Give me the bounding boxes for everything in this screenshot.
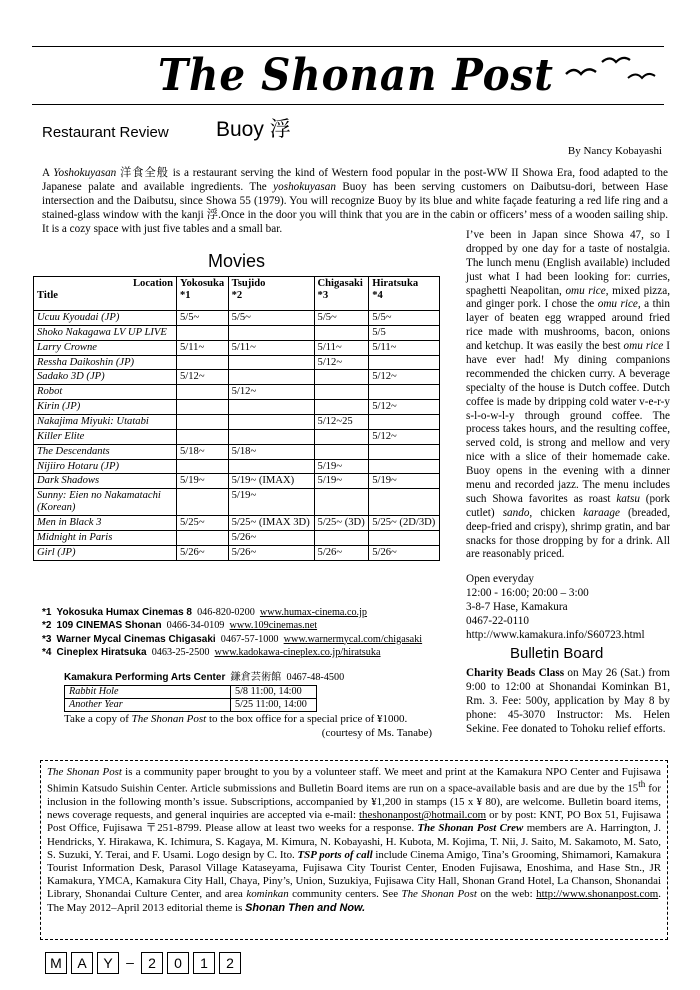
showing-date [369, 489, 440, 516]
header-column: Tsujido *2 [228, 277, 314, 311]
showing-date [369, 415, 440, 430]
review-intro: A Yoshokuyasan 洋食全般 is a restaurant serving the kind of Western food popular in the post-WW II Showa Era, food adapted to the Japanese palate and available ingredients. The yoshokuyasan Buoy has been serving customers on Daibutsu-dori, between Hase intersection and the Daibutsu, since Showa 55 (1979). You will recognize Buoy by its blue and white façade featuring a red life ring and a stained-glass window with the kanji 浮.Once in the door you will think that you are in the cabin or officers’ mess of a wooden sailing ship. It is a cozy space with just five tables and a small bar. [42, 167, 668, 236]
movie-title: Nijiiro Hotaru (JP) [34, 459, 177, 474]
showing-date: 5/18~ [228, 444, 314, 459]
showing-date [177, 400, 229, 415]
showing-date [228, 400, 314, 415]
date-char-box: Y [97, 952, 119, 974]
showing-date: 5/12~25 [314, 415, 369, 430]
showing-date: 5/5~ [314, 311, 369, 326]
restaurant-hours: Open everyday 12:00 - 16:00; 20:00 – 3:00 3-8-7 Hase, Kamakura 0467-22-0110 http://www.kamakura.info/S60723.html [466, 572, 676, 642]
cinema-link[interactable]: www.humax-cinema.co.jp [259, 607, 368, 618]
showing-date [314, 530, 369, 545]
cinema-item: *3 Warner Mycal Cinemas Chigasaki 0467-57-1000 www.warnermycal.com/chigasaki [42, 633, 423, 645]
showing-date: 5/12~ [228, 385, 314, 400]
masthead-rule [32, 104, 664, 105]
date-char-box: 1 [193, 952, 215, 974]
movie-title: Nakajima Miyuki: Utatabi [34, 415, 177, 430]
date-char-box: M [45, 952, 67, 974]
email-link[interactable]: theshonanpost@hotmail.com [359, 809, 487, 822]
header-column: Chigasaki *3 [314, 277, 369, 311]
movie-title: Girl (JP) [34, 545, 177, 560]
showing-date [369, 385, 440, 400]
showing-date: 5/12~ [177, 370, 229, 385]
showing-date: 5/5~ [228, 311, 314, 326]
movies-heading: Movies [208, 251, 266, 271]
table-row [34, 429, 440, 444]
header-column: Hiratsuka *4 [369, 277, 440, 311]
showing-date [314, 400, 369, 415]
movie-title: Sadako 3D (JP) [34, 370, 177, 385]
showing-date [177, 325, 229, 340]
showing-date [314, 444, 369, 459]
showing-date [314, 489, 369, 516]
movie-title: Sunny: Eien no Nakamatachi (Korean) [34, 489, 177, 516]
showing-date: 5/11~ [177, 340, 229, 355]
table-row [34, 340, 440, 355]
showing-date: 5/18~ [177, 444, 229, 459]
showing-date [228, 325, 314, 340]
showing-date [369, 444, 440, 459]
date-char-box: – [126, 954, 134, 970]
showing-date: 5/25~ (2D/3D) [369, 516, 440, 531]
showing-date: 5/12~ [369, 400, 440, 415]
showing-date: 5/26~ [177, 545, 229, 560]
movie-title: Killer Elite [34, 429, 177, 444]
table-row: Rabbit Hole 5/8 11:00, 14:00 [65, 686, 317, 699]
table-row [34, 489, 440, 516]
table-row [34, 415, 440, 430]
table-row [34, 400, 440, 415]
showing-date [228, 370, 314, 385]
table-row [34, 516, 440, 531]
date-char-box: 2 [141, 952, 163, 974]
showing-date [177, 489, 229, 516]
showing-date [177, 385, 229, 400]
table-row: Another Year 5/25 11:00, 14:00 [65, 698, 317, 711]
showing-date: 5/11~ [314, 340, 369, 355]
showing-date [314, 325, 369, 340]
kpac-note: Take a copy of The Shonan Post to the box office for a special price of ¥1000. [64, 713, 408, 725]
masthead-rule [32, 46, 664, 47]
showing-date [228, 415, 314, 430]
movie-title: Ressha Daikoshin (JP) [34, 355, 177, 370]
kpac-table [64, 685, 317, 712]
cinema-link[interactable]: www.109cinemas.net [229, 620, 318, 632]
date-char-box: A [71, 952, 93, 974]
showing-date: 5/19~ [177, 474, 229, 489]
showing-date [369, 530, 440, 545]
showing-date: 5/25~ (IMAX 3D) [228, 516, 314, 531]
showing-date: 5/11~ [369, 340, 440, 355]
table-row [34, 459, 440, 474]
showing-date: 5/5~ [177, 311, 229, 326]
showing-date: 5/26~ [369, 545, 440, 560]
movie-title: Kirin (JP) [34, 400, 177, 415]
cinema-item: *4 Cineplex Hiratsuka 0463-25-2500 www.kadokawa-cineplex.co.jp/hiratsuka [42, 646, 381, 658]
restaurant-name: Buoy 浮 [216, 118, 291, 141]
showing-date [314, 429, 369, 444]
table-row [34, 530, 440, 545]
showing-date [177, 429, 229, 444]
byline: By Nancy Kobayashi [567, 145, 662, 157]
masthead-title: The Shonan Post [158, 50, 554, 101]
bulletin-heading: Bulletin Board [510, 645, 604, 662]
table-row [34, 385, 440, 400]
showing-date [314, 370, 369, 385]
review-body: I’ve been in Japan since Showa 47, so I dropped by one day for a taste of nostalgia. The lunch menu (English available) included just what I had been looking for: curries, spaghetti Neapolitan, omu rice, mixed pizza, and ginger pork. I chose the omu rice, a thin layer of beaten egg wrapped around fried rice made with mushrooms, bacon, onions and ketchup. It was easily the best omu rice I have ever had! My dining companions recommended the chicken curry. A beverage specialty of the house is Dutch coffee. Dutch coffee is made by dripping cold water v-e-r-y s-l-o-w-l-y through ground coffee. The process takes hours, and the resulting coffee, served cold, is strong and mellow and very nice with a slice of their homemade cake. Buoy opens in the evening with a dinner menu and recorded jazz. The menu includes such Showa favorites as roast katsu (pork cutlet) sando, chicken karaage (breaded, deep-fried and crispy), shrimp gratin, and bar snacks for those dropping by for a drink. All are reasonably priced. [466, 229, 671, 561]
movie-title: Men in Black 3 [34, 516, 177, 531]
movies-table [33, 276, 440, 561]
seagull-icon [556, 52, 656, 92]
showing-date: 5/5~ [369, 311, 440, 326]
showing-date: 5/26~ [228, 545, 314, 560]
showing-date: 5/25~ [177, 516, 229, 531]
header-location-title: Location Title [34, 277, 177, 311]
movie-title: Ucuu Kyoudai (JP) [34, 311, 177, 326]
showing-date: 5/5 [369, 325, 440, 340]
restaurant-link[interactable]: http://www.kamakura.info/S60723.html [466, 629, 645, 641]
showing-date [369, 459, 440, 474]
showing-date [228, 429, 314, 444]
showing-date [177, 355, 229, 370]
section-label: Restaurant Review [42, 124, 169, 141]
movie-title: Dark Shadows [34, 474, 177, 489]
courtesy-note: (courtesy of Ms. Tanabe) [321, 727, 432, 739]
table-row [34, 474, 440, 489]
info-box: The Shonan Post is a community paper brought to you by a volunteer staff. We meet and print at the Kamakura NPO Center and Fujisawa Shimin Katsudo Suishin Center. Article submissions and Bulletin Board items are run on a space-available basis and are due by the 15th for inclusion in the following month’s issue. Subscriptions, accompanied by ¥1,200 in stamps (15 x ¥ 80), are welcome. Bulletin board items, news coverage requests, and general inquiries are accepted via e-mail: theshonanpost@hotmail.com or by post: KNT, PO Box 51, Fujisawa Post Office, Fujisawa 〒251-8799. Please allow at least two weeks for a response. The Shonan Post Crew members are A. Harrington, J. Hendricks, Y. Hirakawa, K. Ichimura, S. Kagaya, M. Kimura, N. Kobayashi, H. Kubota, M. Kojima, T. Nii, J. Saito, M. Sakamoto, M. Sato, S. Suzuki, Y. Terai, and F. Usami. Logo design by C. Ito. TSP ports of call include Cinema Amigo, Tina’s Grooming, Shimamori, Kamakura Tourist Information Desk, Parasol Village Kataseyama, Fujisawa City Tourist Center, Enoden Fujisawa, Enoshima, and Hase Stn., JR Kamakura, YMCA, Kamakura City Hall, Chaya, Piny’s, Union, Suzukiya, Fujisawa City Hall, Shonan Grand Hotel, La Chanson, Shonandai Library, Shonandai Culture Center, and area kominkan community centers. See The Shonan Post on the web: http://www.shonanpost.com. The May 2012–April 2013 editorial theme is Shonan Then and Now. [40, 760, 668, 940]
table-row [34, 545, 440, 560]
showing-date: 5/12~ [314, 355, 369, 370]
cinema-item: *2 109 CINEMAS Shonan 0466-34-0109 www.109cinemas.net [42, 620, 318, 632]
website-link[interactable]: http://www.shonanpost.com [536, 888, 659, 901]
showing-date [177, 459, 229, 474]
kpac-header: Kamakura Performing Arts Center 鎌倉芸術館 0467-48-4500 [64, 672, 345, 683]
showing-date [369, 355, 440, 370]
cinema-link[interactable]: www.warnermycal.com/chigasaki [283, 633, 423, 645]
showing-date: 5/12~ [369, 429, 440, 444]
showing-date: 5/11~ [228, 340, 314, 355]
showing-date: 5/19~ [314, 459, 369, 474]
cinema-link[interactable]: www.kadokawa-cineplex.co.jp/hiratsuka [214, 646, 381, 658]
table-row [34, 355, 440, 370]
table-row [34, 444, 440, 459]
issue-date [45, 952, 245, 974]
showing-date: 5/19~ (IMAX) [228, 474, 314, 489]
showing-date [314, 385, 369, 400]
movie-title: Shoko Nakagawa LV UP LIVE [34, 325, 177, 340]
header-column: Yokosuka *1 [177, 277, 229, 311]
cinema-list [42, 606, 442, 659]
bulletin-item: Charity Beads Class on May 26 (Sat.) from 9:00 to 12:00 at Shonandai Kominkan B1, Rm. 3. Fee: 500y, application by May 8 by phone: 45-3070 Instructor: Ms. Helen Sekine. Fee donated to Tohoku relief efforts. [466, 667, 670, 735]
movie-title: Midnight in Paris [34, 530, 177, 545]
table-row [34, 325, 440, 340]
showing-date [177, 530, 229, 545]
date-char-box: 2 [219, 952, 241, 974]
showing-date [228, 459, 314, 474]
table-header-row [34, 277, 440, 311]
showing-date: 5/12~ [369, 370, 440, 385]
showing-date: 5/25~ (3D) [314, 516, 369, 531]
showing-date: 5/19~ [314, 474, 369, 489]
date-char-box: 0 [167, 952, 189, 974]
movie-title: Larry Crowne [34, 340, 177, 355]
cinema-item: *1 Yokosuka Humax Cinemas 8 046-820-0200 www.humax-cinema.co.jp [42, 607, 368, 618]
showing-date: 5/19~ [228, 489, 314, 516]
showing-date [177, 415, 229, 430]
table-row [34, 370, 440, 385]
showing-date: 5/26~ [228, 530, 314, 545]
table-row [34, 311, 440, 326]
showing-date [228, 355, 314, 370]
showing-date: 5/19~ [369, 474, 440, 489]
showing-date: 5/26~ [314, 545, 369, 560]
movie-title: Robot [34, 385, 177, 400]
movie-title: The Descendants [34, 444, 177, 459]
